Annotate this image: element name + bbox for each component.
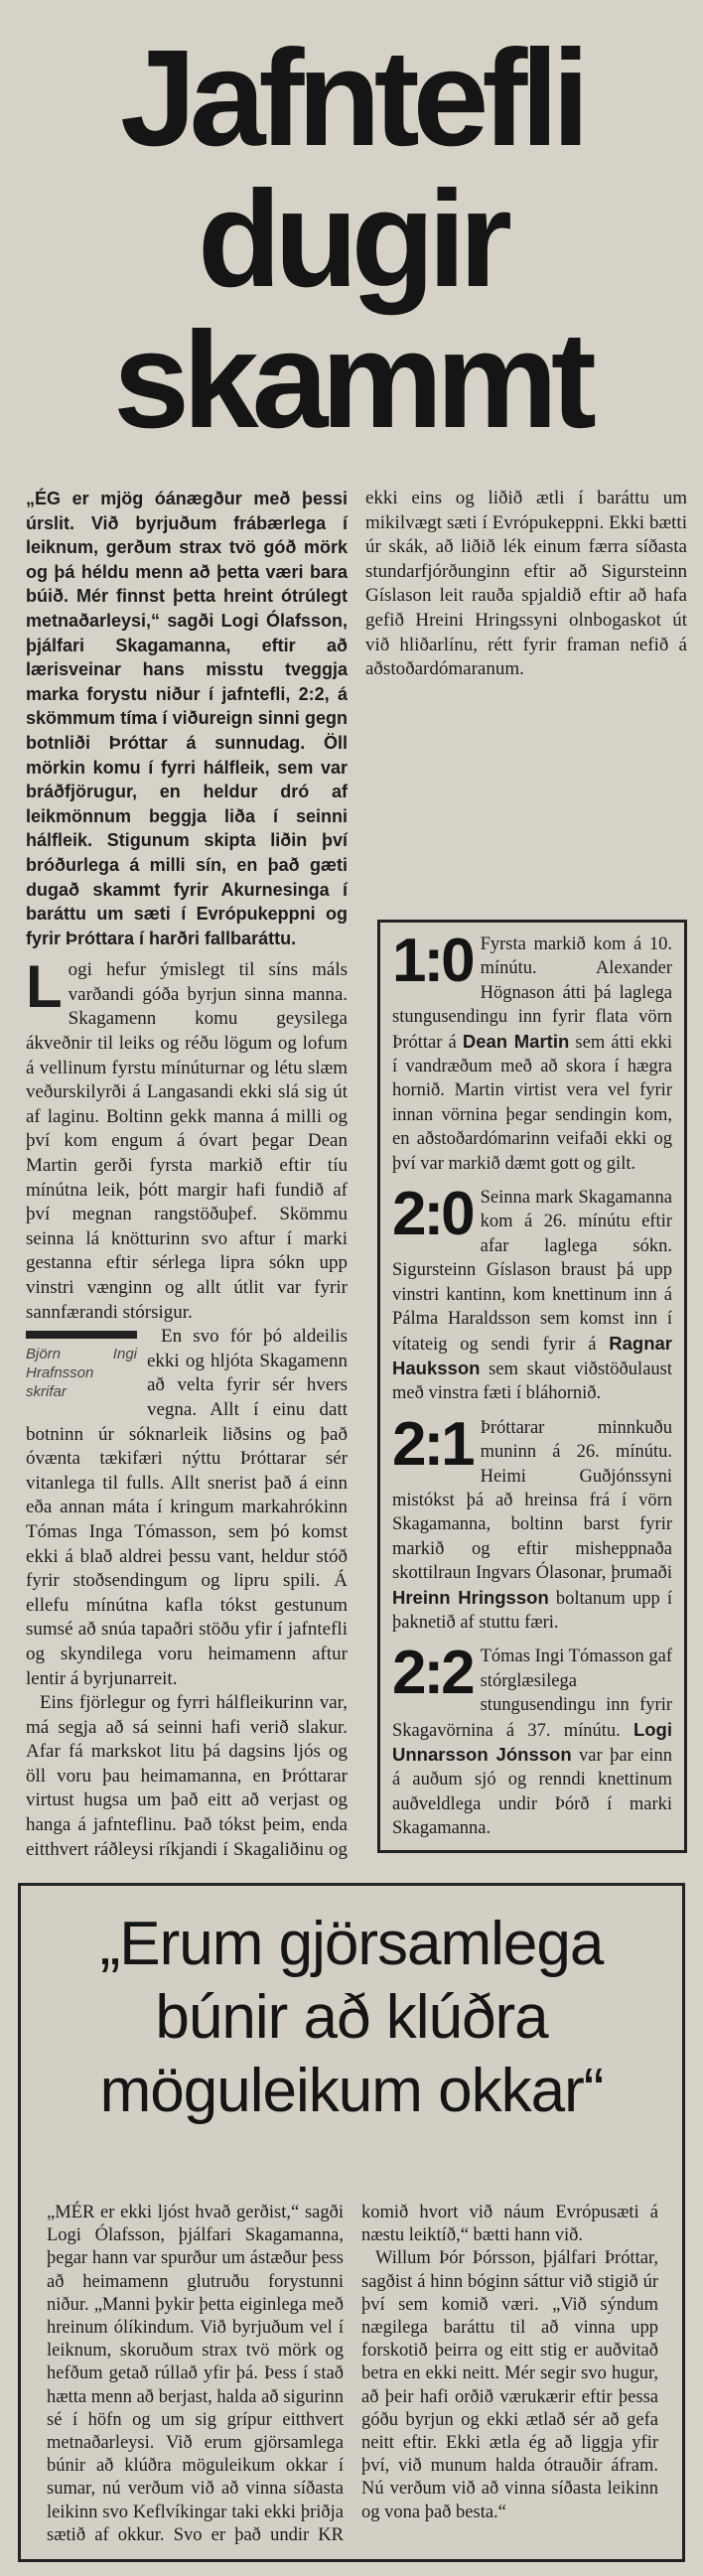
goal-entry: 2:0 Seinna mark Skagamanna kom á 26. mínútu eftir afar laglega sókn. Sigursteinn Gíslason braust þá upp vinstri kantinn, kom knettinum inn á Pálma Haraldsson sem komst inn í vítateig og sendi fyrir á Ragnar Hauksson sem skaut viðstöðulaust með vinstra fæti í bláhornið.: [392, 1180, 672, 1404]
goal-scorer: Dean Martin: [462, 1030, 570, 1052]
goals-summary-box: [377, 920, 687, 1853]
goal-score: 2:2: [392, 1639, 473, 1708]
interview-headline-line-3: möguleikum okkar“: [99, 2057, 604, 2125]
headline-line-2: dugir: [198, 163, 505, 316]
goal-entry: 1:0 Fyrsta markið kom á 10. mínútu. Alexander Högnason átti þá laglega stungusendingu inn fyrir flata vörn Þróttar á Dean Martin sem átti ekki í vandræðum með að skora í hægra hornið. Martin virtist vera vel fyrir innan vörnina þegar sendingin kom, en aðstoðardómarinn veifaði ekki og því var markið dæmt gott og gilt.: [392, 927, 672, 1174]
goal-entry: 2:1 Þróttarar minnkuðu muninn á 26. mínútu. Heimi Guðjónssyni mistókst þá að hreinsa frá í vörn Skagamanna, boltinn barst fyrir markið og eftir misheppnaða skottilraun Ingvars Ólasonar, þrumaði Hreinn Hringsson boltanum upp í þaknetið af stuttu færi.: [392, 1409, 672, 1633]
interview-paragraph-1: „MÉR er ekki ljóst hvað gerðist,“ sagði Logi Ólafsson, þjálfari Skagamanna, þegar hann var spurður um ástæður þess að heimamenn glutruðu forystunni niður. „Manni þykir þetta eiginlega með hreinum ólíkindum. Við byrjuðum vel í leiknum, skoruðum strax tvö mörk og hefðum getað rúllað yfir þá. Þess í stað hætta menn að berjast, halda að sigurinn sé í höfn og um sig grípur eitthvert metnaðarleysi. Við erum gjörsamlega búnir að klúðra möguleikum okkar í sumar, nú verðum við að vinna síðasta leikinn svo Keflvíkingar taki ekki þriðja sætið af okkur. Svo er það undir KR komið hvort við náum Evrópusæti á næstu leiktíð,“ bætti hann við.: [47, 2203, 658, 2545]
article-paragraph-1: ogi hefur ýmislegt til síns máls varðandi góða byrjun sinna manna. Skagamenn komu geysilega ákveðnir til leiks og réðu lögum og lofum á vellinum fyrstu mínúturnar og létu slæm veðurskilyrði á Langasandi ekki slá sig út af laginu. Boltinn gekk manna á milli og því kom engum á óvart þegar Dean Martin gerði fyrsta markið eftir tíu mínútna leik, þótt margir hafi fundið af því megnan rangstöðuþef. Skömmu seinna lá knötturinn svo aftur í marki gestanna eftir sérlega lipra sókn upp vinstri vænginn og allt útlit var fyrir sannfærandi stórsigur.: [26, 959, 348, 1323]
goal-score: 2:1: [392, 1409, 473, 1479]
interview-paragraph-2: Willum Þór Þórsson, þjálfari Þróttar, sagðist á hinn bóginn sáttur við stigið úr því sem komið væri. „Við sýndum nægilega baráttu til að vinna upp forskotið þeirra og eitt stig er auðvitað betra en ekki neitt. Mér segir svo hugur, að þeir hafi orðið værukærir eftir þessa góðu byrjun og ekki ætlað sér að gefa neitt eftir. Ekki ætla ég að liggja yfir því, við munum halda ótrauðir áfram. Nú verðum við að vinna síðasta leikinn og vona það besta.“: [361, 2248, 658, 2522]
byline: Björn Ingi Hrafnsson skrifar: [26, 1331, 137, 1401]
interview-headline-line-2: búnir að klúðra: [155, 1983, 548, 2052]
article-paragraph-3: Eins fjörlegur og fyrri hálfleikurinn var, má segja að sá seinni hafi verið slakur. Afar fá markskot litu þá dagsins ljós og öll voru þau heimamanna, en Þróttarar virtust hugsa um það eitt að verjast og hanga á jafnteflinu. Það tókst þeim, enda eitthvert ráðleysi ríkjandi í Skagaliðinu og ekki eins og liðið ætli í baráttu um mikilvægt sæti í Evrópukeppni. Ekki bætti úr skák, að liðið lék einum færra síðasta stundarfjórðunginn eftir að Sigursteinn Gíslason leit rauða spjaldið eftir að hafa gefið Hreini Hringssyni olnbogaskot út við hliðarlínu, rétt fyrir framan nefið á aðstoðardómaranum.: [26, 488, 687, 1860]
interview-text: [47, 2202, 658, 2549]
interview-headline-line-1: „Erum gjörsamlega: [99, 1910, 604, 1978]
headline-line-3: skammt: [113, 304, 590, 457]
goal-score: 1:0: [392, 927, 473, 995]
interview-box: [18, 1883, 685, 2562]
article-headline: [0, 22, 703, 457]
goal-scorer: Logi Unnarsson Jónsson: [392, 1718, 672, 1765]
goal-scorer: Hreinn Hringsson: [392, 1586, 549, 1608]
interview-headline: [21, 1908, 682, 2128]
article-paragraph-2: En svo fór þó aldeilis ekki og hljóta Skagamenn að velta fyrir sér hvers vegna. Allt í einu datt botninn úr sóknarleik liðsins og það óvænta tækifæri nýttu Þróttarar sér vitanlega til fulls. Allt snerist það á einn eða annan máta í kringum markahrókinn Tómas Inga Tómasson, sem þó komst ekki á blað aldrei þessu vant, heldur stóð fyrir stoðsendingum og lipru spili. Á ellefu mínútna kafla tókst gestunum sumsé að snúa tapaðri stöðu yfir í jafntefli og skyndilega voru heimamenn aftur lentir á byrjunarreit.: [26, 1326, 348, 1689]
goal-score: 2:0: [392, 1180, 473, 1249]
headline-line-1: Jafntefli: [119, 22, 584, 175]
article-lead: „ÉG er mjög óánægður með þessi úrslit. Við byrjuðum frábærlega í leiknum, gerðum strax tvö góð mörk og þá héldu menn að þetta væri bara búið. Mér finnst þetta hreint ótrúlegt metnaðarleysi,“ sagði Logi Ólafsson, þjálfari Skagamanna, eftir að lærisveinar hans misstu tveggja marka forystu niður í jafntefli, 2:2, á skömmum tíma í viðureign sinni gegn botnliði Þróttar á sunnudag. Öll mörkin komu í fyrri hálfleik, sem var bráðfjörugur, en heldur dró af leikmönnum beggja liða í seinni hálfleik. Stigunum skipta liðin því bróðurlega á milli sín, en það gæti dugað skammt fyrir Akurnesinga í baráttu um sæti í Evrópukeppni og fyrir Þróttara í harðri fallbaráttu.: [26, 489, 348, 948]
goal-entry: 2:2 Tómas Ingi Tómasson gaf stórglæsilega stungusendingu inn fyrir Skagavörnina á 37. mínútu. Logi Unnarsson Jónsson var þar einn á auðum sjó og renndi knettinum auðveldlega undir Þórð í marki Skagamanna.: [392, 1639, 672, 1839]
goal-scorer: Ragnar Hauksson: [392, 1332, 672, 1378]
drop-cap: L: [26, 953, 63, 1021]
